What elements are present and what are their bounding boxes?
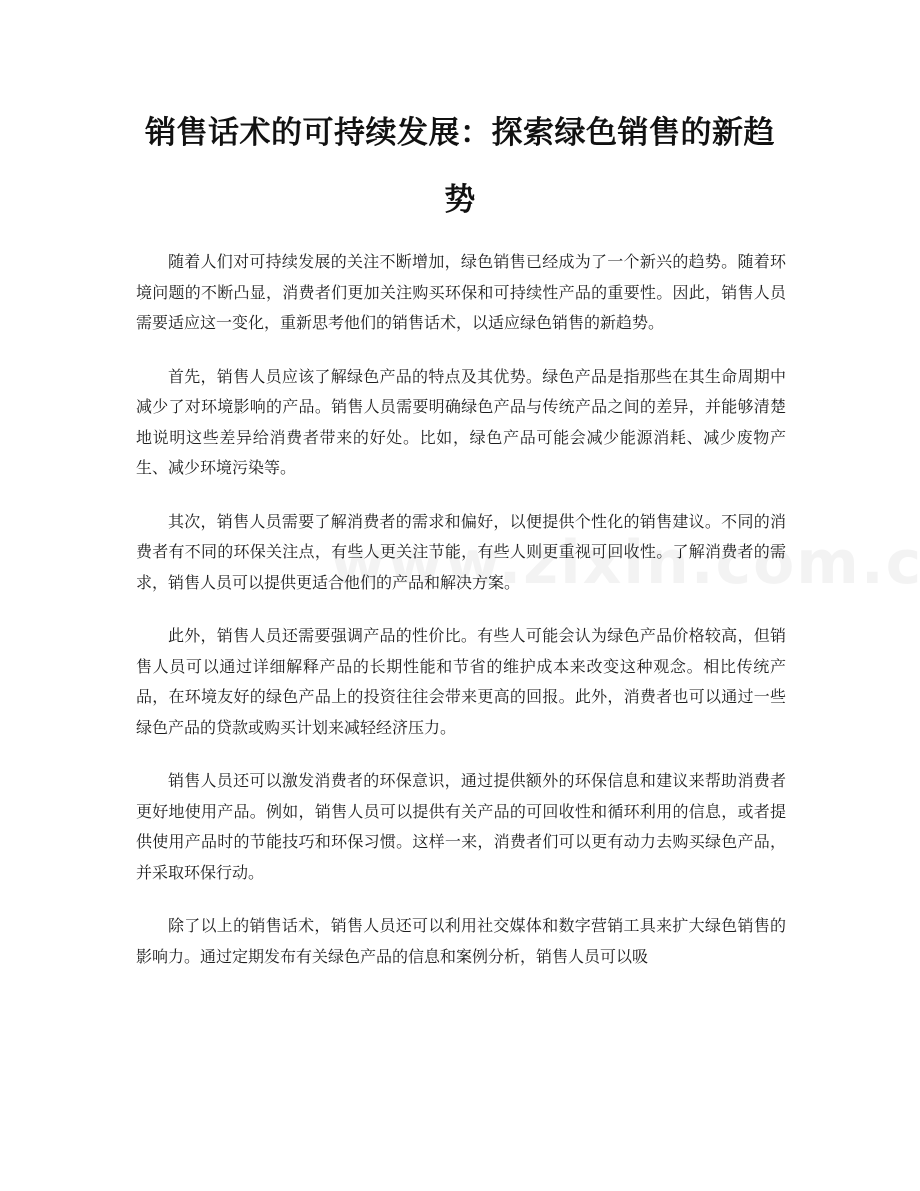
document-title: 销售话术的可持续发展：探索绿色销售的新趋势 (145, 115, 775, 218)
paragraph-5: 销售人员还可以激发消费者的环保意识，通过提供额外的环保信息和建议来帮助消费者更好地使用产品。例如，销售人员可以提供有关产品的可回收性和循环利用的信息，或者提供使用产品时的节能技巧和环保习惯。这样一来，消费者们可以更有动力去购买绿色产品，并采取环保行动。 (136, 771, 786, 882)
document-body (136, 247, 786, 995)
paragraph-1: 随着人们对可持续发展的关注不断增加，绿色销售已经成为了一个新兴的趋势。随着环境问题的不断凸显，消费者们更加关注购买环保和可持续性产品的重要性。因此，销售人员需要适应这一变化，重新思考他们的销售话术，以适应绿色销售的新趋势。 (136, 252, 786, 332)
paragraph-2: 首先，销售人员应该了解绿色产品的特点及其优势。绿色产品是指那些在其生命周期中减少了对环境影响的产品。销售人员需要明确绿色产品与传统产品之间的差异，并能够清楚地说明这些差异给消费者带来的好处。比如，绿色产品可能会减少能源消耗、减少废物产生、减少环境污染等。 (136, 366, 786, 477)
paragraph-4: 此外，销售人员还需要强调产品的性价比。有些人可能会认为绿色产品价格较高，但销售人员可以通过详细解释产品的长期性能和节省的维护成本来改变这种观念。相比传统产品，在环境友好的绿色产品上的投资往往会带来更高的回报。此外，消费者也可以通过一些绿色产品的贷款或购买计划来减轻经济压力。 (136, 626, 786, 737)
paragraph-6: 除了以上的销售话术，销售人员还可以利用社交媒体和数字营销工具来扩大绿色销售的影响力。通过定期发布有关绿色产品的信息和案例分析，销售人员可以吸 (136, 916, 786, 966)
paragraph-3: 其次，销售人员需要了解消费者的需求和偏好，以便提供个性化的销售建议。不同的消费者有不同的环保关注点，有些人更关注节能，有些人则更重视可回收性。了解消费者的需求，销售人员可以提供更适合他们的产品和解决方案。 (136, 511, 786, 592)
